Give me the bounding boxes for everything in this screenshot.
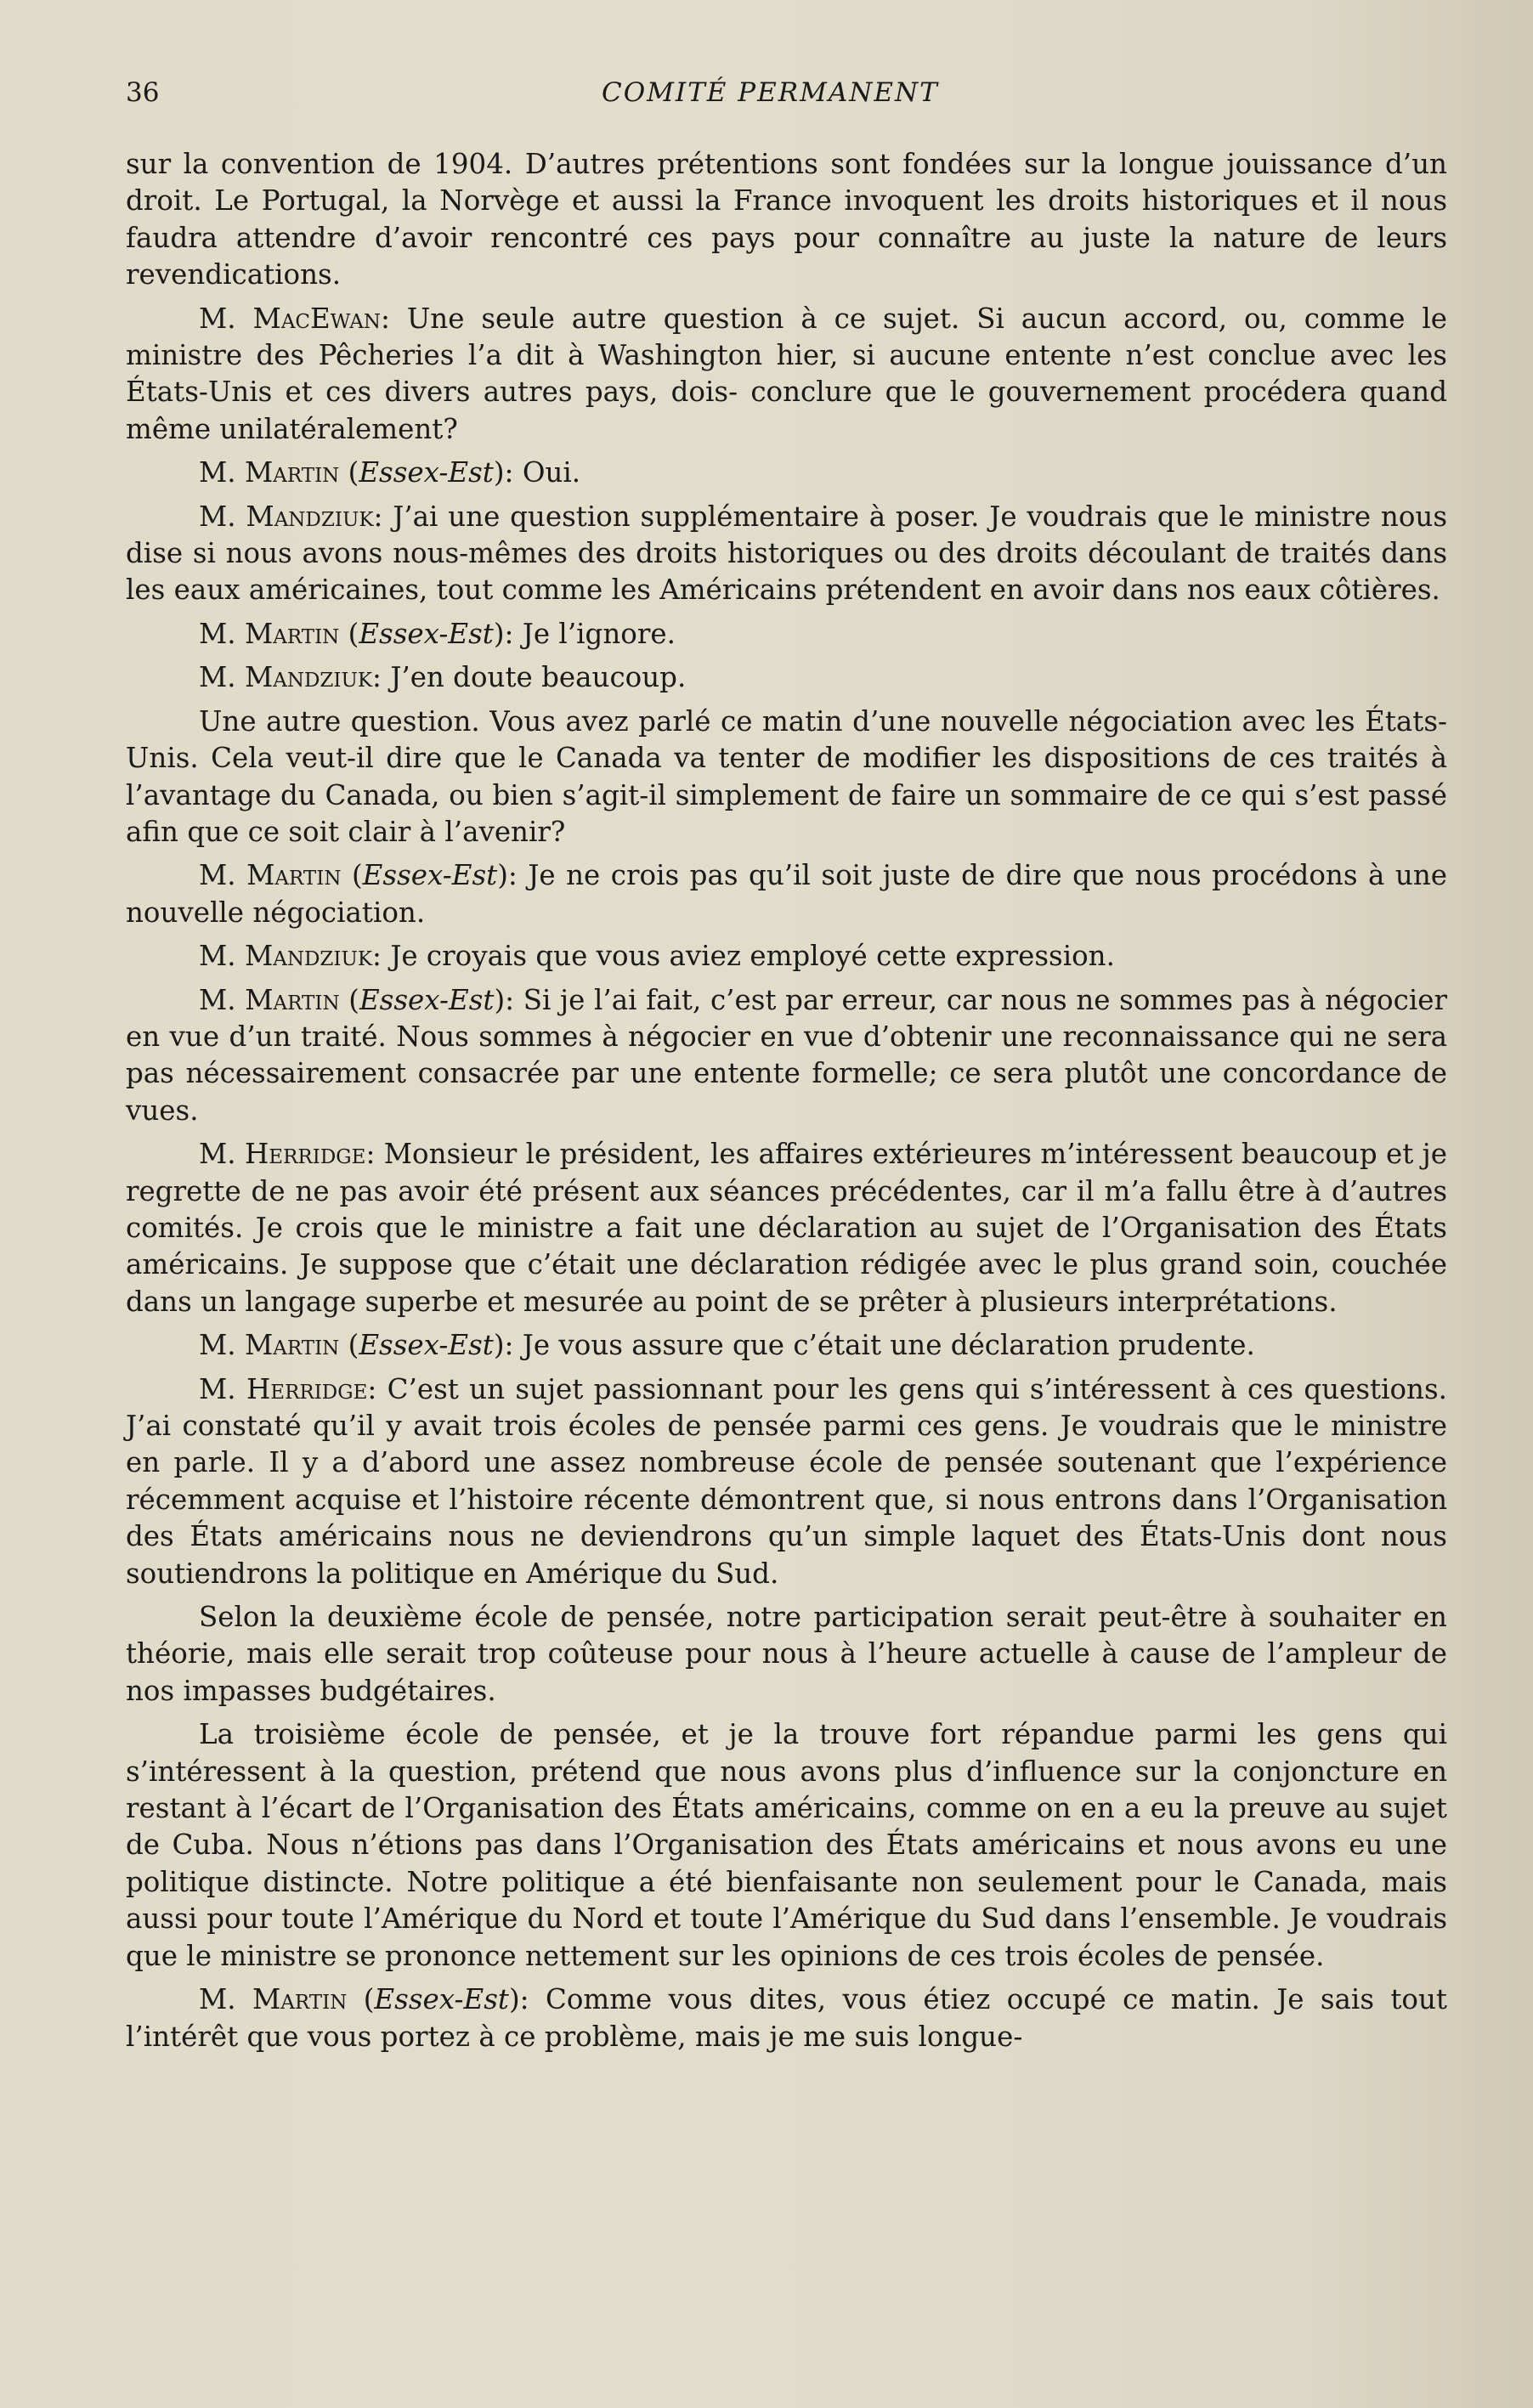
paragraph (126, 1716, 1447, 1975)
speaker-prefix: M. (199, 983, 246, 1016)
paragraph (126, 1371, 1447, 1592)
speaker-prefix: M. (199, 1372, 246, 1405)
paragraph (126, 146, 1447, 294)
paragraph-text: Selon la deuxième école de pensée, notre participation serait peut-être à souhaiter en théorie, mais elle serait trop coûteuse pour nous à l’heure actuelle à cause de l’ampleur de nos impasses budgétaires. (126, 1601, 1447, 1707)
paragraph-text: Je croyais que vous aviez employé cette expression. (382, 940, 1115, 973)
speaker-name: Martin (252, 1983, 348, 2016)
speaker-colon: : (504, 617, 514, 650)
paragraph (126, 1599, 1447, 1710)
speaker-colon: : (504, 456, 514, 489)
speaker-name: Martin (245, 983, 340, 1016)
paragraph-text: sur la convention de 1904. D’autres prétentions sont fondées sur la longue jouissance d’un droit. Le Portugal, la Norvège et aussi la France invoquent les droits historiques et il nous faudra attendre d’avoir rencontré ces pays pour connaître au juste la nature de leurs revendications. (126, 148, 1447, 291)
riding-name: Essex-Est (359, 617, 494, 650)
speaker-colon: : (505, 983, 515, 1016)
paragraph-text: Si je l’ai fait, c’est par erreur, car nous ne sommes pas à négocier en vue d’un traité. Nous sommes à négocier en vue d’obtenir une reconnaissance qui ne sera pas nécessairement consacrée par une entente formelle; ce sera plutôt une concordance de vues. (126, 983, 1447, 1127)
speaker-prefix: M. (199, 940, 245, 973)
speaker-prefix: M. (199, 1983, 252, 2016)
paragraph-text: C’est un sujet passionnant pour les gens qui s’intéressent à ces questions. J’ai constaté qu’il y avait trois écoles de pensée parmi ces gens. Je voudrais que le ministre en parle. Il y a d’abord une assez nombreuse école de pensée soutenant que l’expérience récemment acquise et l’histoire récente démontrent que, si nous entrons dans l’Organisation des États américains nous ne deviendrons qu’un simple laquet des États-Unis dont nous soutiendrons la politique en Amérique du Sud. (126, 1372, 1447, 1590)
paragraph: M. Martin (Essex-Est): Je vous assure que c’était une déclaration prudente. (199, 1329, 1255, 1362)
speaker-colon: : (367, 1372, 377, 1405)
page-number: 36 (126, 77, 160, 108)
speaker-name: Martin (244, 617, 340, 650)
paragraph (126, 704, 1447, 851)
paragraph (126, 1136, 1447, 1320)
paragraph-text: Une seule autre question à ce sujet. Si aucun accord, ou, comme le ministre des Pêcheries l’a dit à Washington hier, si aucune entente n’est conclue avec les États-Unis et ces divers autres pays, dois- conclure que le gouvernement procédera quand même unilatéralement? (126, 302, 1447, 445)
paragraph-text: Comme vous dites, vous étiez occupé ce matin. Je sais tout l’intérêt que vous portez à ce problème, mais je me suis longue- (126, 1983, 1447, 2053)
speaker-colon: : (365, 1138, 376, 1171)
paragraph-text: Monsieur le président, les affaires extérieures m’intéressent beaucoup et je regrette de ne pas avoir été présent aux séances précédentes, car il m’a fallu être à d’autres comités. Je crois que le ministre a fait une déclaration au sujet de l’Organisation des États américains. Je suppose que c’était une déclaration rédigée avec le plus grand soin, couchée dans un langage superbe et mesurée au point de se prêter à plusieurs interprétations. (126, 1138, 1447, 1318)
paragraph-text: J’en doute beaucoup. (382, 661, 687, 694)
riding-name: Essex-Est (359, 1329, 494, 1362)
speaker-name: Mandziuk (244, 661, 373, 694)
paragraph: M. Martin (Essex-Est): Je ne crois pas qu’il soit juste de dire que nous procédons à une nouvelle négociation. (126, 859, 1447, 929)
riding-name: Essex-Est (359, 983, 495, 1016)
speaker-name: Martin (246, 859, 342, 892)
paragraph (126, 659, 1447, 696)
paragraph: M. Martin (Essex-Est): Si je l’ai fait, c’est par erreur, car nous ne sommes pas à négocier en vue d’un traité. Nous sommes à négocier en vue d’obtenir une reconnaissance qui ne sera pas nécessairement consacrée par une entente formelle; ce sera plutôt une concordance de vues. (126, 983, 1447, 1127)
paragraph (126, 938, 1447, 975)
speaker-prefix: M. (199, 617, 245, 650)
speaker-colon: : (504, 1329, 514, 1362)
paragraph: M. Martin (Essex-Est): Oui. (199, 456, 581, 489)
speaker-name: Herridge (244, 1138, 366, 1171)
paragraph-text: La troisième école de pensée, et je la trouve fort répandue parmi les gens qui s’intéressent à la question, prétend que nous avons plus d’influence sur la conjoncture en restant à l’écart de l’Organisation des États américains, comme on en a eu la preuve au sujet de Cuba. Nous n’étions pas dans l’Organisation des États américains et nous avons eu une politique distincte. Notre politique a été bienfaisante non seulement pour le Canada, mais aussi pour toute l’Amérique du Nord et toute l’Amérique du Sud dans l’ensemble. Je voudrais que le ministre se prononce nettement sur les opinions de ces trois écoles de pensée. (126, 1718, 1447, 1972)
speaker-name: Herridge (246, 1372, 368, 1405)
paragraph-text: Je vous assure que c’était une déclaration prudente. (513, 1329, 1255, 1362)
page-header (126, 71, 1451, 114)
speaker-name: Mandziuk (246, 500, 374, 533)
speaker-prefix: M. (199, 661, 245, 694)
speaker-colon: : (372, 940, 382, 973)
riding-name: Essex-Est (359, 456, 494, 489)
speaker-prefix: M. (199, 1329, 245, 1362)
speaker-name: MacEwan (252, 302, 381, 335)
speaker-prefix: M. (199, 302, 253, 335)
speaker-prefix: M. (199, 456, 245, 489)
paragraph-text: Oui. (513, 456, 581, 489)
speaker-prefix: M. (199, 1138, 245, 1171)
speaker-name: Mandziuk (244, 940, 373, 973)
speaker-prefix: M. (199, 859, 247, 892)
riding-name: Essex-Est (374, 1983, 509, 2016)
paragraph (126, 499, 1447, 609)
paragraph-text: Je l’ignore. (513, 617, 676, 650)
speaker-colon: : (519, 1983, 529, 2016)
paragraph: M. Martin (Essex-Est): Comme vous dites, vous étiez occupé ce matin. Je sais tout l’intérêt que vous portez à ce problème, mais je me suis longue- (126, 1983, 1447, 2053)
speaker-colon: : (373, 500, 383, 533)
paragraph-text: Une autre question. Vous avez parlé ce matin d’une nouvelle négociation avec les États-Unis. Cela veut-il dire que le Canada va tenter de modifier les dispositions de ces traités à l’avantage du Canada, ou bien s’agit-il simplement de faire un sommaire de ce qui s’est passé afin que ce soit clair à l’avenir? (126, 704, 1447, 848)
riding-name: Essex-Est (362, 859, 498, 892)
paragraph-text: Je ne crois pas qu’il soit juste de dire que nous procédons à une nouvelle négociation. (126, 859, 1447, 929)
paragraph-text: J’ai une question supplémentaire à poser. Je voudrais que le ministre nous dise si nous avons nous-mêmes des droits historiques ou des droits découlant de traités dans les eaux américaines, tout comme les Américains prétendent en avoir dans nos eaux côtières. (126, 500, 1447, 607)
running-title: COMITÉ PERMANENT (602, 77, 939, 108)
speaker-colon: : (507, 859, 518, 892)
speaker-name: Martin (244, 456, 340, 489)
body-text (126, 146, 1447, 2062)
paragraph (126, 301, 1447, 449)
speaker-colon: : (381, 302, 390, 335)
speaker-name: Martin (244, 1329, 340, 1362)
speaker-prefix: M. (199, 500, 246, 533)
speaker-colon: : (372, 661, 382, 694)
paragraph: M. Martin (Essex-Est): Je l’ignore. (199, 617, 676, 650)
